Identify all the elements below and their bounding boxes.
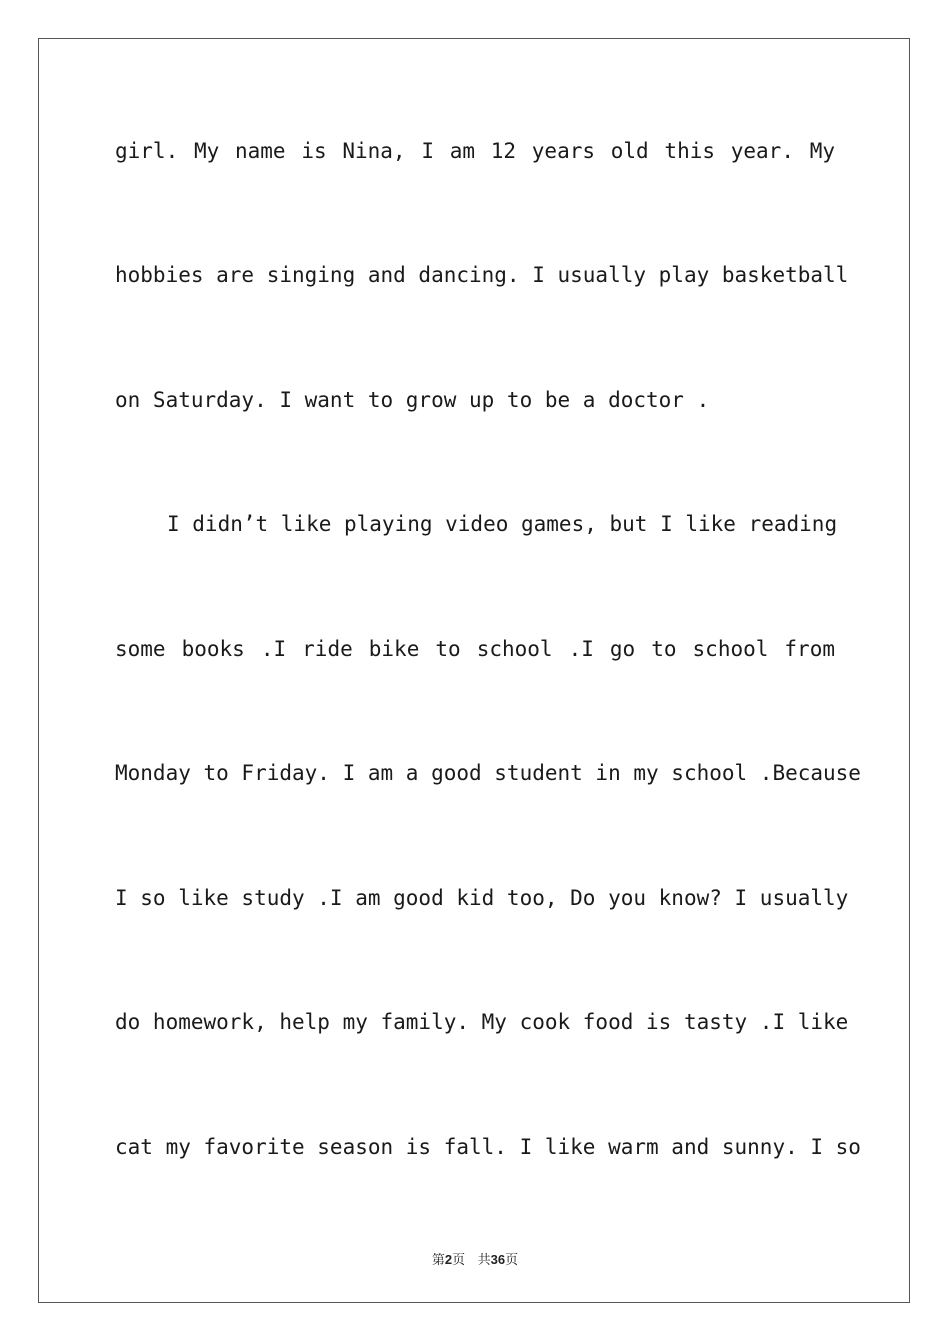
page-footer <box>0 1249 950 1268</box>
body-line-2: hobbies are singing and dancing. I usually play basketball <box>115 263 849 287</box>
total-suffix: 页 <box>505 1253 519 1268</box>
body-line-1: girl. My name is Nina, I am 12 years old this year. My <box>115 139 835 163</box>
body-line-7: I so like study .I am good kid too, Do you know? I usually <box>115 886 849 910</box>
body-line-8: do homework, help my family. My cook food is tasty .I like <box>115 1010 849 1034</box>
page-number: 2 <box>444 1252 453 1267</box>
body-line-5: some books .I ride bike to school .I go to school from <box>115 637 835 661</box>
body-line-3: on Saturday. I want to grow up to be a doctor . <box>115 388 710 412</box>
body-line-9: cat my favorite season is fall. I like warm and sunny. I so <box>115 1135 861 1159</box>
page-prefix: 第 <box>431 1253 445 1268</box>
page-border <box>38 38 910 1303</box>
body-line-6: Monday to Friday. I am a good student in my school .Because <box>115 761 861 785</box>
body-line-4: I didn’t like playing video games, but I like reading <box>167 512 838 536</box>
page-suffix: 页 <box>452 1253 466 1268</box>
total-prefix: 共 <box>477 1253 491 1268</box>
total-pages: 36 <box>490 1252 506 1267</box>
